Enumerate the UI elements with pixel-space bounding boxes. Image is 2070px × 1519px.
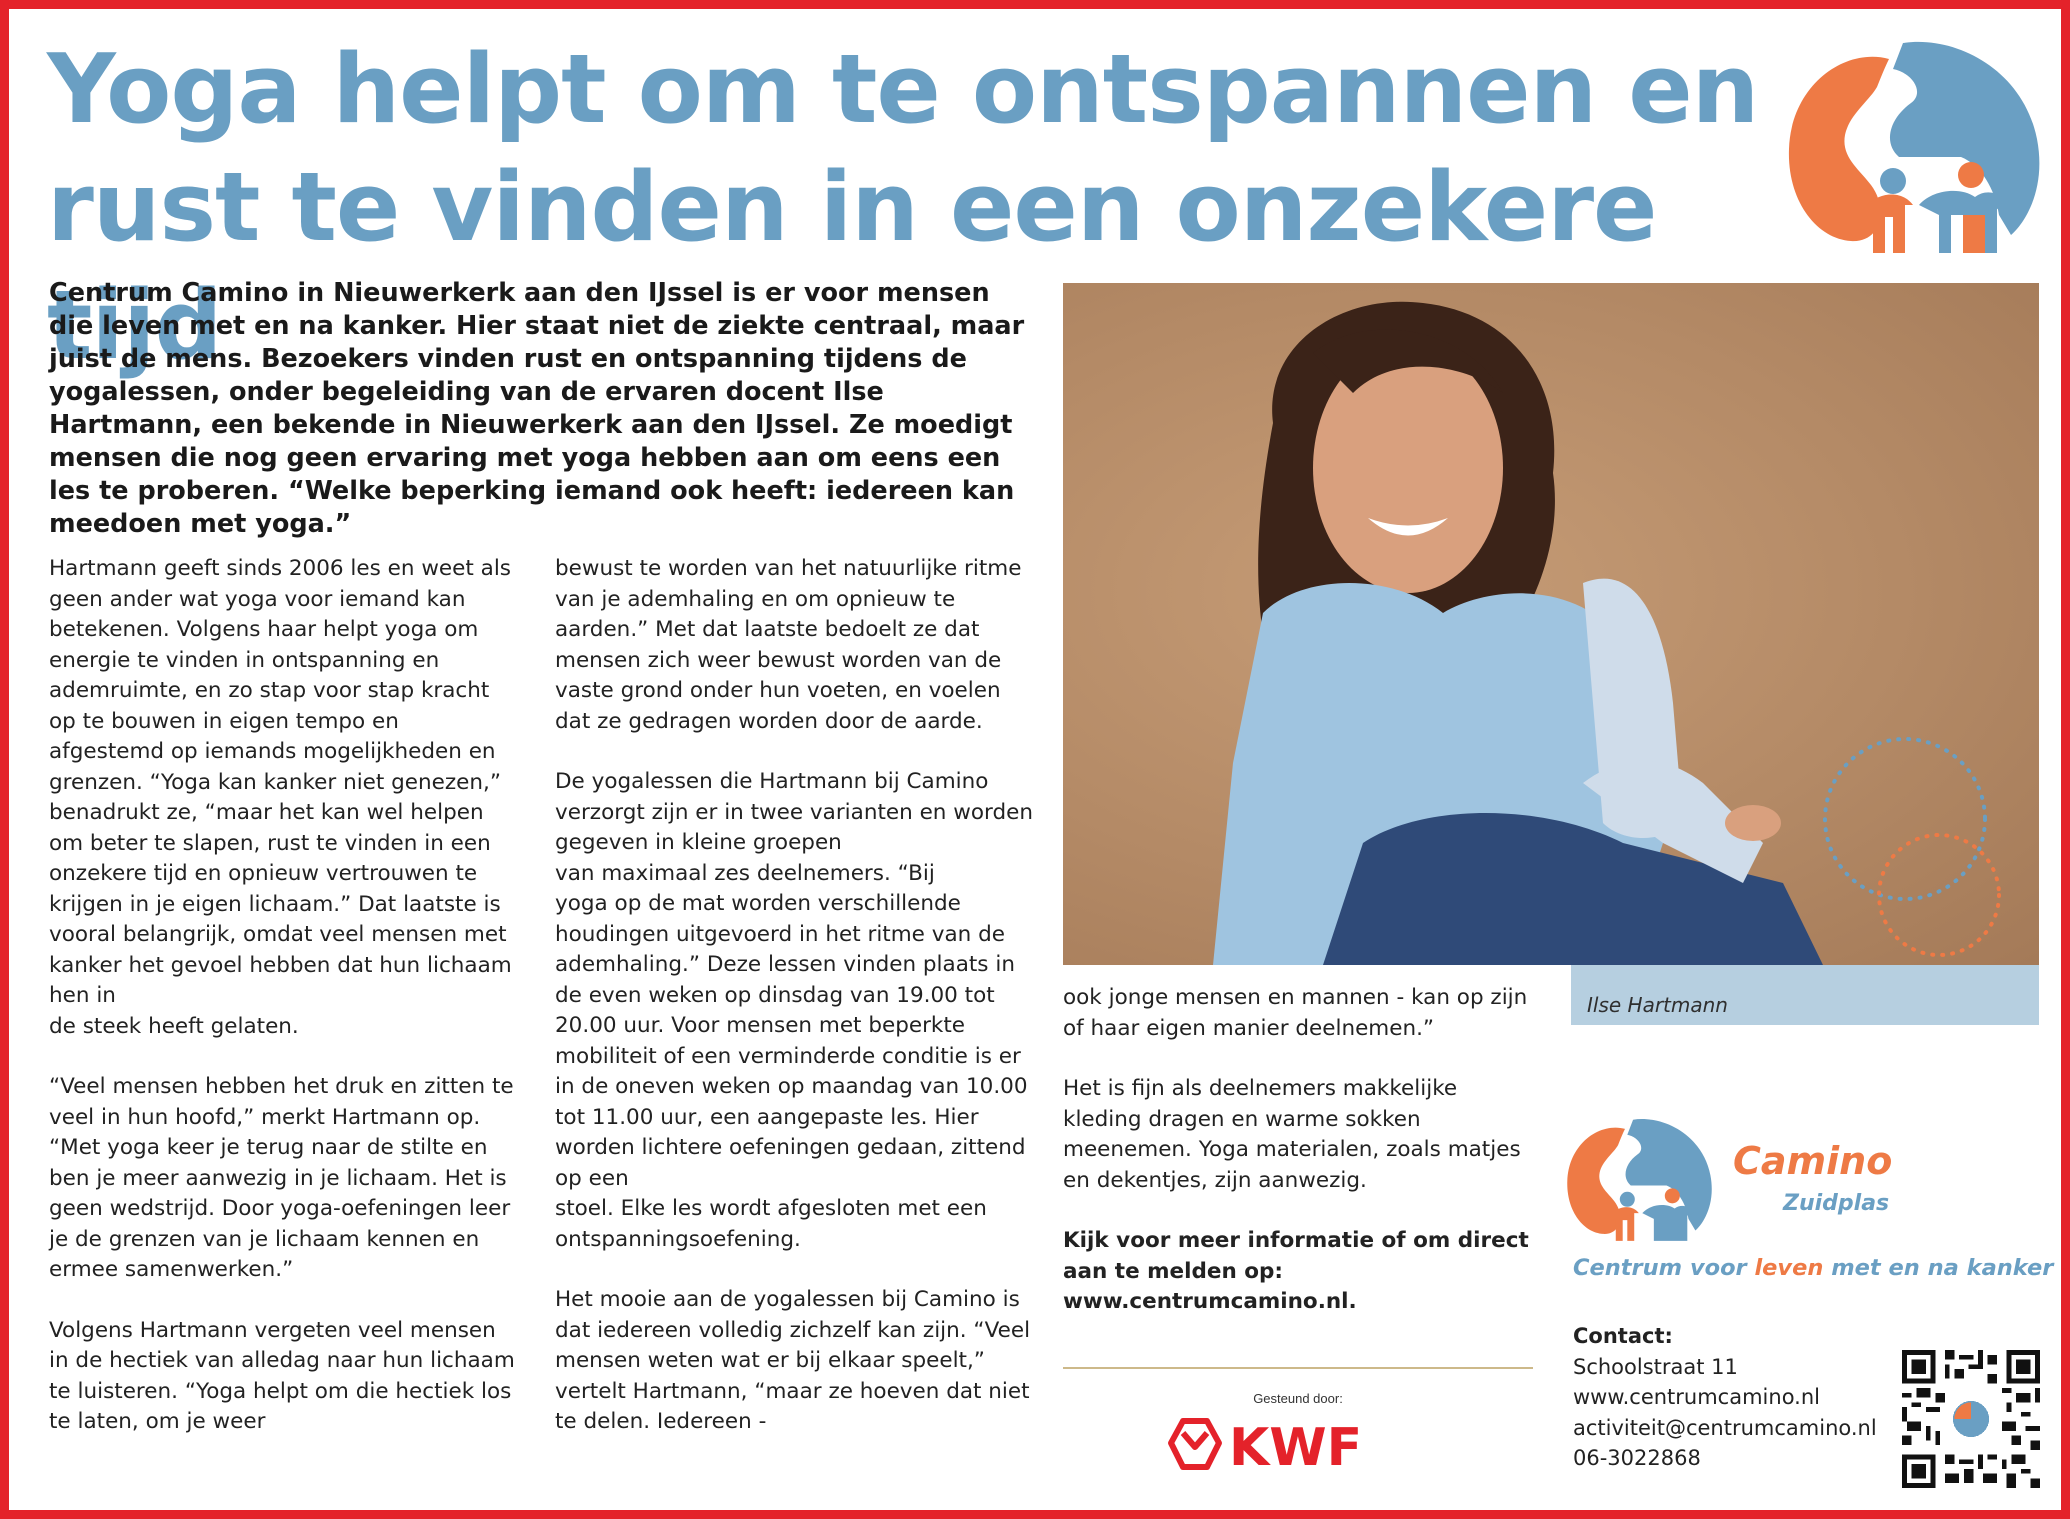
tagline-part: Centrum voor xyxy=(1573,1255,1755,1281)
paragraph: Het mooie aan de yogalessen bij Camino is dat iedereen volledig zichzelf kan zijn. “Veel mensen weten wat er bij elkaar speelt,” vertelt Hartmann, “maar ze hoeven dat niet te delen. Iedereen - xyxy=(555,1287,1031,1434)
photo-caption: Ilse Hartmann xyxy=(1587,993,1728,1017)
portrait-illustration xyxy=(1063,283,2039,965)
tagline-part: met en na kanker xyxy=(1823,1255,2054,1281)
camino-logo-icon xyxy=(1565,1115,1715,1249)
camino-logo-icon xyxy=(1785,39,2045,263)
article-column-1 xyxy=(49,554,519,1468)
kwf-logo-icon xyxy=(1163,1413,1383,1475)
paragraph: “Veel mensen hebben het druk en zitten te veel in hun hoofd,” merkt Hartmann op. “Met yoga keer je terug naar de stilte en ben je meer aanwezig in je lichaam. Het is geen wedstrijd. Door yoga-oefeningen leer je de grenzen van je lichaam kennen en ermee samenwerken.” xyxy=(49,1074,514,1282)
divider xyxy=(1063,1367,1533,1369)
article-column-2 xyxy=(555,554,1035,1468)
paragraph: ook jonge mensen en mannen - kan op zijn of haar eigen manier deelnemen.” xyxy=(1063,985,1528,1041)
tagline-highlight: leven xyxy=(1754,1255,1824,1281)
qr-code-icon xyxy=(1902,1350,2040,1488)
camino-title: Camino xyxy=(1733,1139,1893,1183)
camino-subtitle: Zuidplas xyxy=(1783,1191,1890,1216)
portrait-photo xyxy=(1063,283,2039,965)
contact-phone: 06-3022868 xyxy=(1573,1446,1701,1470)
contact-label: Contact: xyxy=(1573,1324,1673,1348)
contact-email[interactable]: activiteit@centrumcamino.nl xyxy=(1573,1415,1877,1440)
paragraph: De yogalessen die Hartmann bij Camino verzorgt zijn er in twee varianten en worden gegeven in kleine groepen van maximaal zes deelnemers. “Bij yoga op de mat worden verschillende houdingen uitgevoerd in het ritme van de ademhaling.” Deze lessen vinden plaats in de even weken op dinsdag van 19.00 tot 20.00 uur. Voor mensen met beperkte mobiliteit of een verminderde conditie is er in de oneven weken op maandag van 10.00 tot 11.00 uur, een aangepaste les. Hier worden lichtere oefeningen gedaan, zittend op een stoel. Elke les wordt afgesloten met een ontspanningsoefening. xyxy=(555,769,1033,1252)
paragraph: bewust te worden van het natuurlijke ritme van je ademhaling en om opnieuw te aarden.” Met dat laatste bedoelt ze dat mensen zich weer bewust worden van de vaste grond onder hun voeten, en voelen dat ze gedragen worden door de aarde. xyxy=(555,556,1022,734)
contact-website[interactable]: www.centrumcamino.nl xyxy=(1573,1385,1820,1409)
contact-block xyxy=(1573,1321,1913,1474)
headline: Yoga helpt om te ontspannen en rust te vinden in een onzekere tijd xyxy=(47,35,1759,381)
tagline xyxy=(1573,1255,2053,1281)
paragraph: Hartmann geeft sinds 2006 les en weet als geen ander wat yoga voor iemand kan betekenen. Volgens haar helpt yoga om energie te vinden in ontspanning en ademruimte, en zo stap voor stap kracht op te bouwen in eigen tempo en afgestemd op iemands mogelijkheden en grenzen. “Yoga kan kanker niet genezen,” benadrukt ze, “maar het kan wel helpen om beter te slapen, rust te vinden in een onzekere tijd en opnieuw vertrouwen te krijgen in je eigen lichaam.” Dat laatste is vooral belangrijk, omdat veel mensen met kanker het gevoel hebben dat hun lichaam hen in de steek heeft gelaten. xyxy=(49,556,512,1039)
paragraph: Het is fijn als deelnemers makkelijke kleding dragen en warme sokken meenemen. Yoga materialen, zoals matjes en dekentjes, zijn aanwezig. xyxy=(1063,1076,1521,1193)
kwf-wordmark: KWF xyxy=(1229,1418,1363,1475)
paragraph: Volgens Hartmann vergeten veel mensen in de hectiek van alledag naar hun lichaam te luisteren. “Yoga helpt om die hectiek los te laten, om je weer xyxy=(49,1317,515,1434)
call-to-action: Kijk voor meer informatie of om direct aan te melden op: www.centrumcamino.nl. xyxy=(1063,1228,1529,1314)
lead-paragraph: Centrum Camino in Nieuwerkerk aan den IJssel is er voor mensen die leven met en na kanker. Hier staat niet de ziekte centraal, maar juist de mens. Bezoekers vinden rust en ontspanning tijdens de yogalessen, onder begeleiding van de ervaren docent Ilse Hartmann, een bekende in Nieuwerkerk aan den IJssel. Ze moedigt mensen die nog geen ervaring met yoga hebben aan om eens een les te proberen. “Welke beperking iemand ook heeft: iedereen kan meedoen met yoga.” xyxy=(49,278,1025,539)
article-column-3 xyxy=(1063,983,1533,1348)
sponsor-label: Gesteund door: xyxy=(1253,1391,1343,1406)
contact-address: Schoolstraat 11 xyxy=(1573,1354,1738,1379)
